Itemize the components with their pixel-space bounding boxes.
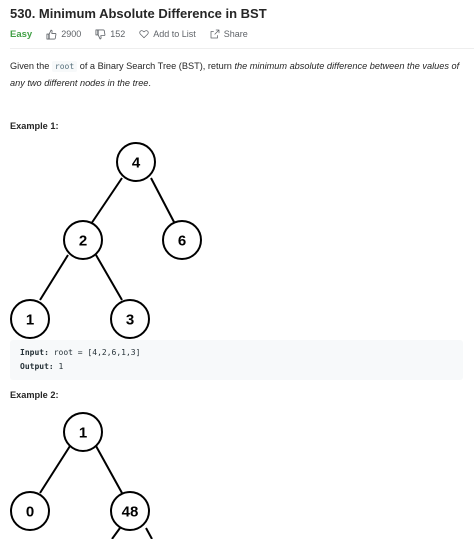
like-count: 2900: [61, 29, 82, 39]
problem-meta-bar: [10, 27, 262, 41]
output-value: 1: [53, 362, 64, 371]
thumbs-down-icon: [95, 29, 106, 40]
tree-node-label: 6: [177, 232, 187, 250]
example-1-input-line: [20, 348, 140, 357]
input-value: root = [4,2,6,1,3]: [48, 348, 141, 357]
tree-node-label: 1: [78, 424, 88, 442]
output-label: Output:: [20, 362, 54, 371]
share-label: Share: [223, 29, 248, 39]
tree-node-label: 2: [78, 232, 88, 250]
add-to-list-button[interactable]: [139, 29, 196, 39]
description-text: Given the: [10, 61, 52, 71]
tree-edge: [40, 255, 68, 300]
example-1-code-block: [10, 340, 463, 380]
example-1-tree-diagram: [0, 138, 474, 340]
description-text: .: [148, 78, 151, 88]
example-1-output-line: [20, 362, 63, 371]
heart-icon: [139, 29, 149, 39]
tree-edge: [91, 178, 122, 224]
tree-node-label: 0: [25, 503, 35, 521]
like-button[interactable]: [46, 29, 81, 40]
tree-edge: [96, 255, 122, 300]
problem-description: [10, 58, 470, 91]
tree-node-label: 48: [121, 503, 139, 521]
add-to-list-label: Add to List: [153, 29, 196, 39]
dislike-button[interactable]: [95, 29, 125, 40]
header-divider: [10, 48, 474, 49]
tree-edge: [40, 446, 70, 493]
tree-edge: [146, 528, 152, 539]
example-2-title: Example 2:: [10, 390, 59, 400]
problem-title: 530. Minimum Absolute Difference in BST: [10, 6, 267, 21]
share-button[interactable]: [210, 29, 248, 39]
description-emphasis: the minimum absolute difference between the values of any two different nodes in the tree: [10, 61, 460, 88]
inline-code-root: root: [52, 61, 77, 72]
example-2-tree-diagram: [0, 405, 474, 539]
example-1-title: Example 1:: [10, 121, 59, 131]
tree-edge: [96, 446, 122, 493]
tree-node-label: 1: [25, 311, 35, 329]
tree-node-label: 3: [125, 311, 135, 329]
description-text: of a Binary Search Tree (BST), return: [77, 61, 235, 71]
share-icon: [210, 29, 220, 39]
tree-node-label: 4: [131, 154, 141, 172]
tree-edge: [151, 178, 174, 222]
difficulty-badge: Easy: [10, 28, 33, 40]
input-label: Input:: [20, 348, 49, 357]
thumbs-up-icon: [46, 29, 57, 40]
tree-edge: [112, 528, 120, 539]
dislike-count: 152: [110, 29, 126, 39]
